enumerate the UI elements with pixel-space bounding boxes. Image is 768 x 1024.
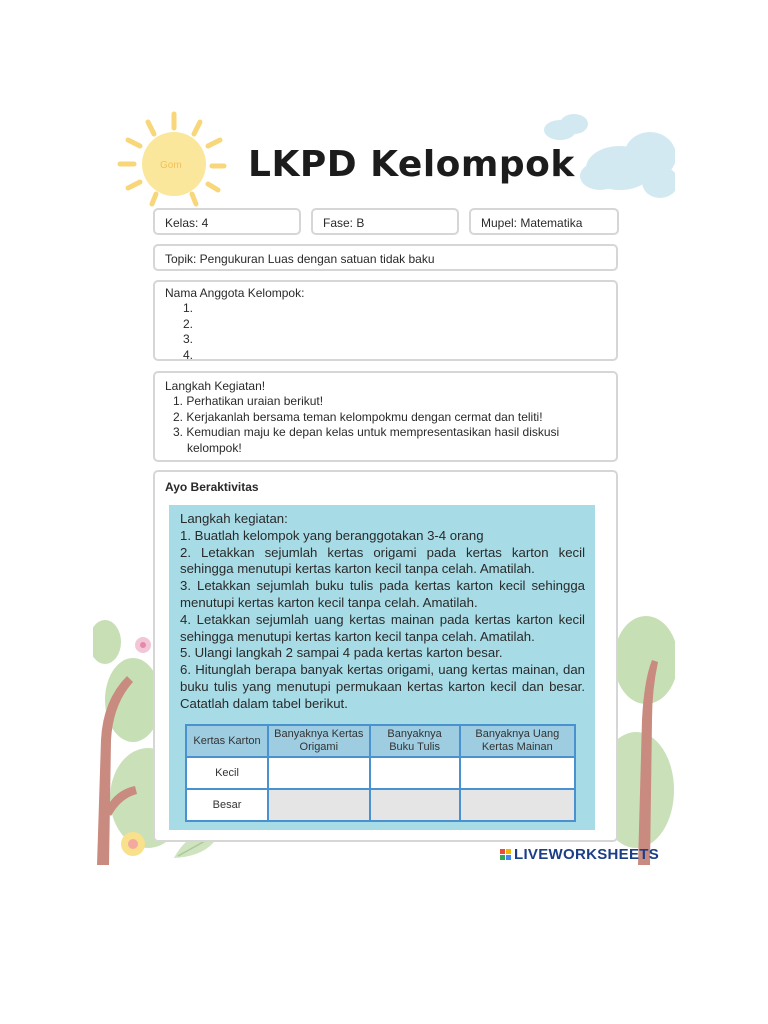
table-header: Banyaknya Buku Tulis bbox=[370, 725, 460, 757]
answer-cell[interactable] bbox=[460, 789, 575, 821]
step-1: 1. Perhatikan uraian berikut! bbox=[173, 394, 324, 408]
members-list bbox=[165, 301, 606, 363]
step-3: 3. Kemudian maju ke depan kelas untuk mempresentasikan hasil diskusi bbox=[173, 425, 560, 439]
table-row bbox=[186, 789, 575, 821]
member-1: 1. bbox=[183, 301, 194, 315]
kelas-field bbox=[153, 208, 301, 235]
activity-line-0: Langkah kegiatan: bbox=[180, 511, 288, 526]
members-heading: Nama Anggota Kelompok: bbox=[165, 286, 305, 300]
table-header: Banyaknya Kertas Origami bbox=[268, 725, 370, 757]
answer-cell[interactable] bbox=[268, 757, 370, 789]
activity-line-1: 1. Buatlah kelompok yang beranggotakan 3-4 orang bbox=[180, 527, 484, 543]
member-2: 2. bbox=[183, 316, 194, 331]
activity-heading: Ayo Beraktivitas bbox=[165, 480, 259, 494]
table-header-row bbox=[186, 725, 575, 757]
activity-line-5: 5. Ulangi langkah 2 sampai 4 pada kertas karton besar. bbox=[180, 645, 503, 661]
record-table bbox=[185, 724, 576, 822]
fase-label: Fase: B bbox=[323, 216, 365, 230]
logo-icon bbox=[500, 849, 511, 860]
page-title: LKPD Kelompok bbox=[248, 144, 575, 185]
topik-label: Topik: Pengukuran Luas dengan satuan tidak baku bbox=[165, 252, 435, 266]
mupel-field bbox=[469, 208, 619, 235]
sun-icon bbox=[108, 108, 234, 214]
steps-heading: Langkah Kegiatan! bbox=[165, 379, 266, 393]
member-3: 3. bbox=[183, 332, 194, 346]
row-label-besar: Besar bbox=[186, 789, 268, 821]
activity-line-2: 2. Letakkan sejumlah kertas origami pada kertas karton kecil sehingga menutupi kertas karton kecil tanpa celah. Amatilah. bbox=[180, 544, 585, 577]
table-row bbox=[186, 757, 575, 789]
activity-line-4: 4. Letakkan sejumlah uang kertas mainan pada kertas karton kecil sehingga menutupi kertas karton kecil tanpa celah. Amatilah. bbox=[180, 611, 585, 644]
logo-text: LIVEWORKSHEETS bbox=[514, 846, 660, 863]
row-label-kecil: Kecil bbox=[186, 757, 268, 789]
table-header: Kertas Karton bbox=[186, 725, 268, 757]
members-box bbox=[153, 280, 618, 361]
fase-field bbox=[311, 208, 459, 235]
answer-cell[interactable] bbox=[460, 757, 575, 789]
topik-field bbox=[153, 244, 618, 271]
liveworksheets-logo[interactable] bbox=[500, 846, 659, 863]
activity-line-6: 6. Hitunglah berapa banyak kertas origami, uang kertas mainan, dan buku tulis yang menutupi permukaan kertas karton kecil dan besar. Catatlah dalam tabel berikut. bbox=[180, 662, 585, 711]
member-4: 4. bbox=[183, 347, 194, 362]
answer-cell[interactable] bbox=[370, 789, 460, 821]
steps-box bbox=[153, 371, 618, 462]
step-3-cont: kelompok! bbox=[187, 440, 242, 455]
kelas-label: Kelas: 4 bbox=[165, 216, 209, 230]
answer-cell[interactable] bbox=[370, 757, 460, 789]
steps-list bbox=[165, 394, 606, 456]
mupel-label: Mupel: Matematika bbox=[481, 216, 583, 230]
sun-label: Gom bbox=[160, 160, 182, 171]
table-header: Banyaknya Uang Kertas Mainan bbox=[460, 725, 575, 757]
activity-line-3: 3. Letakkan sejumlah buku tulis pada kertas karton kecil sehingga menutupi kertas karton kecil tanpa celah. Amatilah. bbox=[180, 578, 585, 610]
step-2: 2. Kerjakanlah bersama teman kelompokmu dengan cermat dan teliti! bbox=[173, 409, 543, 424]
answer-cell[interactable] bbox=[268, 789, 370, 821]
